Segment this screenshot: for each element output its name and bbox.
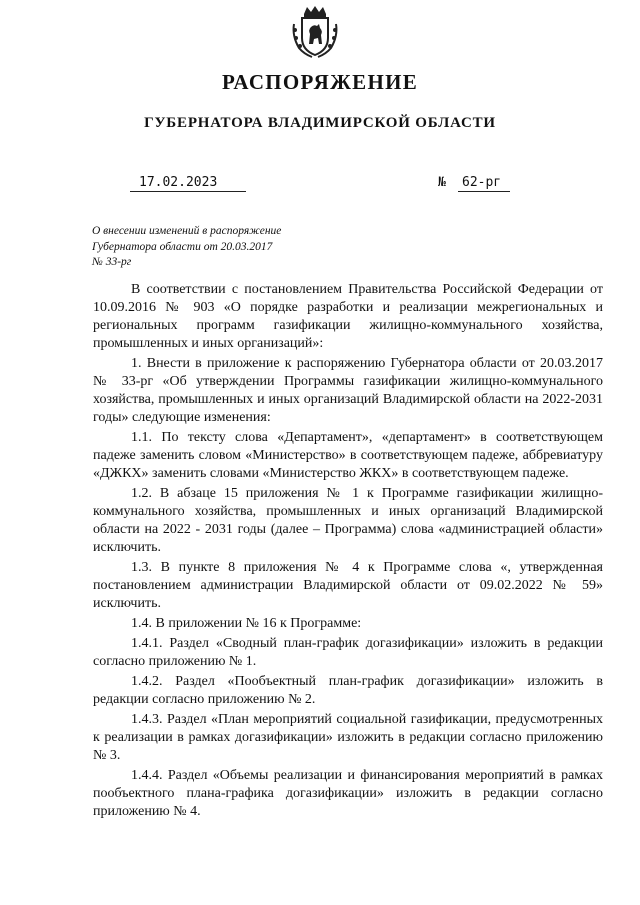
document-body xyxy=(93,281,603,821)
document-subject xyxy=(92,224,332,271)
body-paragraph: 1.4.3. Раздел «План мероприятий социальной газификации, предусмотренных к реализации в рамках догазификации» изложить в редакции согласно приложению № 3. xyxy=(93,712,603,763)
body-paragraph: 1.4.4. Раздел «Объемы реализации и финансирования мероприятий в рамках пообъектного плана-графика догазификации» изложить в редакции согласно приложению № 4. xyxy=(93,768,603,819)
document-issuer: ГУБЕРНАТОРА ВЛАДИМИРСКОЙ ОБЛАСТИ xyxy=(144,115,496,131)
body-paragraph: 1.2. В абзаце 15 приложения № 1 к Программе газификации жилищно-коммунального хозяйства, промышленных и иных организаций Владимирской области на 2022 - 2031 годы (далее – Программа) слова «администрацией области» исключить. xyxy=(93,486,603,555)
date-number-row xyxy=(0,175,640,199)
body-paragraph: 1.4. В приложении № 16 к Программе: xyxy=(131,616,362,631)
subject-line: О внесении изменений в распоряжение xyxy=(92,225,282,237)
coat-of-arms-icon xyxy=(290,4,340,58)
subject-line: № 33-рг xyxy=(92,256,132,268)
document-date: 17.02.2023 xyxy=(130,175,246,192)
body-paragraph: 1.3. В пункте 8 приложения № 4 к Программе слова «, утвержденная постановлением администрации Владимирской области от 09.02.2022 № 59» исключить. xyxy=(93,560,603,611)
number-sign: № xyxy=(438,175,446,190)
document-title: РАСПОРЯЖЕНИЕ xyxy=(221,70,419,94)
subject-line: Губернатора области от 20.03.2017 xyxy=(92,240,273,253)
body-paragraph: В соответствии с постановлением Правительства Российской Федерации от 10.09.2016 № 903 «О порядке разработки и реализации межрегиональных и региональных программ газификации жилищно-коммунального хозяйства, промышленных и иных организаций»: xyxy=(93,282,603,351)
body-paragraph: 1.4.1. Раздел «Сводный план-график догазификации» изложить в редакции согласно приложению № 1. xyxy=(93,636,603,669)
body-paragraph: 1. Внести в приложение к распоряжению Губернатора области от 20.03.2017 № 33-рг «Об утверждении Программы газификации жилищно-коммунального хозяйства, промышленных и иных организаций Владимирской области на 2022-2031 годы» следующие изменения: xyxy=(93,356,603,425)
document-number: 62-рг xyxy=(458,175,510,192)
body-paragraph: 1.4.2. Раздел «Пообъектный план-график догазификации» изложить в редакции согласно приложению № 2. xyxy=(93,674,603,707)
body-paragraph: 1.1. По тексту слова «Департамент», «департамент» в соответствующем падеже заменить словом «Министерство» в соответствующем падеже, аббревиатуру «ДЖКХ» заменить словами «Министерство ЖКХ» в соответствующем падеже. xyxy=(93,430,603,481)
